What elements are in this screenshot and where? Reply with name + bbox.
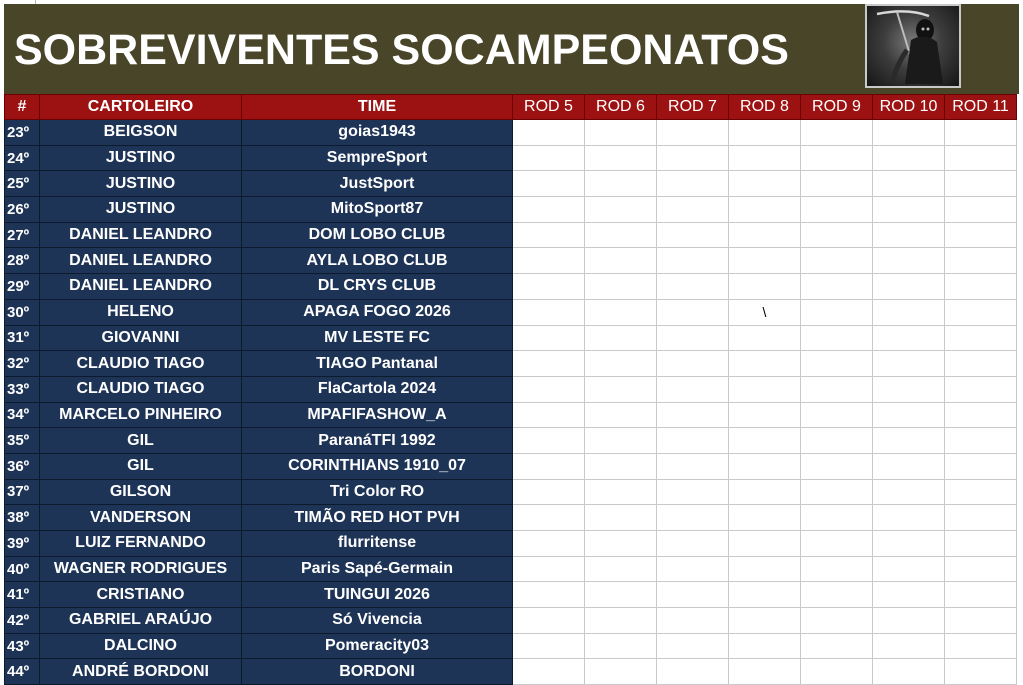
round-cell[interactable] (585, 608, 657, 634)
round-cell[interactable] (729, 479, 801, 505)
row-cartoleiro[interactable]: JUSTINO (40, 197, 242, 223)
round-cell[interactable] (657, 633, 729, 659)
round-cell[interactable] (945, 325, 1017, 351)
table-row (5, 376, 1017, 402)
table-row (5, 453, 1017, 479)
round-cell[interactable] (801, 299, 873, 325)
round-cell[interactable] (729, 556, 801, 582)
header-rod-7[interactable]: ROD 7 (657, 95, 729, 120)
round-cell[interactable] (801, 120, 873, 146)
round-cell[interactable] (873, 351, 945, 377)
round-cell[interactable] (657, 659, 729, 685)
round-cell[interactable] (801, 608, 873, 634)
round-cell[interactable] (513, 453, 585, 479)
round-cell[interactable] (873, 633, 945, 659)
round-cell[interactable] (657, 531, 729, 557)
table-row (5, 274, 1017, 300)
round-cell[interactable] (513, 197, 585, 223)
round-cell[interactable] (873, 376, 945, 402)
table-row (5, 351, 1017, 377)
round-cell[interactable] (585, 479, 657, 505)
table-body (5, 120, 1017, 685)
round-cell[interactable] (945, 171, 1017, 197)
row-cartoleiro[interactable]: MARCELO PINHEIRO (40, 402, 242, 428)
round-cell[interactable] (513, 145, 585, 171)
round-cell[interactable] (657, 402, 729, 428)
row-cartoleiro[interactable]: CLAUDIO TIAGO (40, 351, 242, 377)
round-cell[interactable] (657, 120, 729, 146)
round-cell[interactable] (945, 351, 1017, 377)
round-cell[interactable] (657, 428, 729, 454)
round-cell[interactable] (873, 248, 945, 274)
row-position[interactable]: 33º (5, 376, 40, 402)
round-cell[interactable] (585, 428, 657, 454)
round-cell[interactable] (873, 197, 945, 223)
round-cell[interactable] (801, 171, 873, 197)
row-cartoleiro[interactable]: GIOVANNI (40, 325, 242, 351)
grim-reaper-image (865, 4, 961, 88)
round-cell[interactable] (513, 608, 585, 634)
table-row (5, 325, 1017, 351)
table-row (5, 608, 1017, 634)
ranking-table (4, 94, 1017, 685)
round-cell[interactable] (513, 351, 585, 377)
row-position[interactable]: 40º (5, 556, 40, 582)
round-cell[interactable] (657, 145, 729, 171)
round-cell[interactable] (729, 222, 801, 248)
round-cell[interactable] (513, 556, 585, 582)
row-position[interactable]: 32º (5, 351, 40, 377)
round-cell[interactable] (657, 274, 729, 300)
round-cell[interactable] (945, 120, 1017, 146)
row-position[interactable]: 28º (5, 248, 40, 274)
round-cell[interactable] (945, 633, 1017, 659)
round-cell[interactable] (513, 402, 585, 428)
round-cell[interactable] (873, 325, 945, 351)
round-cell[interactable] (729, 402, 801, 428)
table-row (5, 428, 1017, 454)
round-cell[interactable] (729, 274, 801, 300)
round-cell[interactable] (729, 582, 801, 608)
round-cell[interactable] (513, 299, 585, 325)
row-cartoleiro[interactable]: GIL (40, 428, 242, 454)
round-cell[interactable] (657, 171, 729, 197)
round-cell[interactable] (873, 479, 945, 505)
round-cell[interactable] (945, 428, 1017, 454)
grim-reaper-icon (867, 6, 959, 86)
row-cartoleiro[interactable]: VANDERSON (40, 505, 242, 531)
row-time[interactable]: MV LESTE FC (242, 325, 513, 351)
round-cell[interactable] (585, 222, 657, 248)
row-position[interactable]: 29º (5, 274, 40, 300)
round-cell[interactable] (513, 325, 585, 351)
row-position[interactable]: 35º (5, 428, 40, 454)
row-position[interactable]: 25º (5, 171, 40, 197)
row-position[interactable]: 23º (5, 120, 40, 146)
table-row (5, 582, 1017, 608)
round-cell[interactable] (513, 171, 585, 197)
round-cell[interactable] (801, 274, 873, 300)
round-cell[interactable] (945, 274, 1017, 300)
round-cell[interactable] (801, 351, 873, 377)
row-cartoleiro[interactable]: GIL (40, 453, 242, 479)
round-cell[interactable] (585, 633, 657, 659)
row-time[interactable]: AYLA LOBO CLUB (242, 248, 513, 274)
round-cell[interactable] (945, 402, 1017, 428)
round-cell[interactable] (585, 531, 657, 557)
round-cell[interactable] (801, 556, 873, 582)
round-cell[interactable] (801, 633, 873, 659)
round-cell[interactable] (657, 222, 729, 248)
row-cartoleiro[interactable]: JUSTINO (40, 145, 242, 171)
round-cell[interactable] (513, 248, 585, 274)
round-cell[interactable] (657, 197, 729, 223)
row-cartoleiro[interactable]: JUSTINO (40, 171, 242, 197)
table-row (5, 479, 1017, 505)
round-cell[interactable] (657, 299, 729, 325)
round-cell[interactable] (729, 197, 801, 223)
row-time[interactable]: Só Vivencia (242, 608, 513, 634)
row-position[interactable]: 43º (5, 633, 40, 659)
header-row (5, 95, 1017, 120)
row-time[interactable]: ParanáTFI 1992 (242, 428, 513, 454)
row-cartoleiro[interactable]: DALCINO (40, 633, 242, 659)
round-cell[interactable] (729, 325, 801, 351)
round-cell[interactable] (873, 659, 945, 685)
row-time[interactable]: flurritense (242, 531, 513, 557)
header-cartoleiro[interactable]: CARTOLEIRO (40, 95, 242, 120)
round-cell[interactable] (513, 531, 585, 557)
round-cell[interactable] (585, 453, 657, 479)
round-cell[interactable] (801, 505, 873, 531)
round-cell[interactable] (657, 556, 729, 582)
row-cartoleiro[interactable]: CLAUDIO TIAGO (40, 376, 242, 402)
round-cell[interactable] (657, 505, 729, 531)
round-cell[interactable] (801, 197, 873, 223)
round-cell[interactable] (873, 453, 945, 479)
round-cell[interactable] (729, 453, 801, 479)
round-cell[interactable] (801, 248, 873, 274)
row-time[interactable]: TUINGUI 2026 (242, 582, 513, 608)
round-cell[interactable] (513, 479, 585, 505)
round-cell[interactable] (729, 633, 801, 659)
row-cartoleiro[interactable]: DANIEL LEANDRO (40, 222, 242, 248)
round-cell[interactable] (945, 299, 1017, 325)
row-position[interactable]: 34º (5, 402, 40, 428)
round-cell[interactable] (873, 145, 945, 171)
round-cell[interactable] (873, 222, 945, 248)
table-row (5, 145, 1017, 171)
header-rod-10[interactable]: ROD 10 (873, 95, 945, 120)
row-time[interactable]: Tri Color RO (242, 479, 513, 505)
round-cell[interactable] (945, 197, 1017, 223)
table-row (5, 556, 1017, 582)
page-title: SOBREVIVENTES SOCAMPEONATOS (14, 26, 789, 74)
row-cartoleiro[interactable]: DANIEL LEANDRO (40, 274, 242, 300)
round-cell[interactable] (657, 608, 729, 634)
round-cell[interactable] (945, 479, 1017, 505)
table-row (5, 120, 1017, 146)
row-cartoleiro[interactable]: GILSON (40, 479, 242, 505)
header-rod-11[interactable]: ROD 11 (945, 95, 1017, 120)
round-cell[interactable] (513, 505, 585, 531)
round-cell[interactable] (585, 505, 657, 531)
row-time[interactable]: DOM LOBO CLUB (242, 222, 513, 248)
table-row (5, 505, 1017, 531)
round-cell[interactable] (801, 145, 873, 171)
header-rod-9[interactable]: ROD 9 (801, 95, 873, 120)
row-position[interactable]: 38º (5, 505, 40, 531)
round-cell[interactable] (729, 145, 801, 171)
row-cartoleiro[interactable]: LUIZ FERNANDO (40, 531, 242, 557)
round-cell[interactable] (585, 299, 657, 325)
row-time[interactable]: goias1943 (242, 120, 513, 146)
row-time[interactable]: JustSport (242, 171, 513, 197)
row-time[interactable]: APAGA FOGO 2026 (242, 299, 513, 325)
round-cell[interactable] (513, 659, 585, 685)
round-cell[interactable] (873, 505, 945, 531)
row-cartoleiro[interactable]: WAGNER RODRIGUES (40, 556, 242, 582)
round-cell[interactable] (513, 120, 585, 146)
header-pos[interactable]: # (5, 95, 40, 120)
round-cell[interactable] (585, 351, 657, 377)
round-cell[interactable] (801, 531, 873, 557)
round-cell[interactable] (585, 248, 657, 274)
row-position[interactable]: 31º (5, 325, 40, 351)
round-cell[interactable] (729, 351, 801, 377)
round-cell[interactable] (729, 248, 801, 274)
round-cell[interactable] (801, 659, 873, 685)
row-position[interactable]: 26º (5, 197, 40, 223)
round-cell[interactable]: \ (729, 299, 801, 325)
row-time[interactable]: MitoSport87 (242, 197, 513, 223)
row-time[interactable]: Pomeracity03 (242, 633, 513, 659)
round-cell[interactable] (945, 659, 1017, 685)
round-cell[interactable] (801, 453, 873, 479)
round-cell[interactable] (729, 120, 801, 146)
round-cell[interactable] (585, 556, 657, 582)
round-cell[interactable] (873, 428, 945, 454)
round-cell[interactable] (729, 171, 801, 197)
table-row (5, 659, 1017, 685)
round-cell[interactable] (945, 531, 1017, 557)
round-cell[interactable] (729, 428, 801, 454)
round-cell[interactable] (873, 556, 945, 582)
row-position[interactable]: 41º (5, 582, 40, 608)
round-cell[interactable] (729, 608, 801, 634)
header-time[interactable]: TIME (242, 95, 513, 120)
round-cell[interactable] (873, 531, 945, 557)
row-cartoleiro[interactable]: HELENO (40, 299, 242, 325)
table-row (5, 402, 1017, 428)
round-cell[interactable] (945, 145, 1017, 171)
round-cell[interactable] (657, 376, 729, 402)
table-row (5, 299, 1017, 325)
row-cartoleiro[interactable]: BEIGSON (40, 120, 242, 146)
round-cell[interactable] (729, 531, 801, 557)
row-time[interactable]: SempreSport (242, 145, 513, 171)
round-cell[interactable] (801, 582, 873, 608)
round-cell[interactable] (513, 376, 585, 402)
row-position[interactable]: 24º (5, 145, 40, 171)
round-cell[interactable] (513, 222, 585, 248)
row-position[interactable]: 39º (5, 531, 40, 557)
row-position[interactable]: 44º (5, 659, 40, 685)
round-cell[interactable] (945, 222, 1017, 248)
round-cell[interactable] (585, 197, 657, 223)
row-position[interactable]: 36º (5, 453, 40, 479)
header-rod-5[interactable]: ROD 5 (513, 95, 585, 120)
header-rod-6[interactable]: ROD 6 (585, 95, 657, 120)
round-cell[interactable] (657, 479, 729, 505)
round-cell[interactable] (657, 582, 729, 608)
round-cell[interactable] (801, 325, 873, 351)
round-cell[interactable] (513, 582, 585, 608)
round-cell[interactable] (585, 582, 657, 608)
round-cell[interactable] (513, 633, 585, 659)
row-time[interactable]: DL CRYS CLUB (242, 274, 513, 300)
row-time[interactable]: FlaCartola 2024 (242, 376, 513, 402)
round-cell[interactable] (585, 171, 657, 197)
row-time[interactable]: CORINTHIANS 1910_07 (242, 453, 513, 479)
row-cartoleiro[interactable]: GABRIEL ARAÚJO (40, 608, 242, 634)
round-cell[interactable] (873, 299, 945, 325)
round-cell[interactable] (585, 659, 657, 685)
round-cell[interactable] (945, 376, 1017, 402)
round-cell[interactable] (945, 248, 1017, 274)
row-cartoleiro[interactable]: CRISTIANO (40, 582, 242, 608)
row-time[interactable]: BORDONI (242, 659, 513, 685)
round-cell[interactable] (657, 351, 729, 377)
row-time[interactable]: MPAFIFASHOW_A (242, 402, 513, 428)
row-cartoleiro[interactable]: ANDRÉ BORDONI (40, 659, 242, 685)
round-cell[interactable] (873, 582, 945, 608)
round-cell[interactable] (729, 505, 801, 531)
table-row (5, 171, 1017, 197)
table-row (5, 248, 1017, 274)
round-cell[interactable] (585, 145, 657, 171)
round-cell[interactable] (585, 274, 657, 300)
round-cell[interactable] (945, 453, 1017, 479)
round-cell[interactable] (657, 325, 729, 351)
round-cell[interactable] (945, 582, 1017, 608)
round-cell[interactable] (585, 376, 657, 402)
round-cell[interactable] (585, 402, 657, 428)
table-row (5, 633, 1017, 659)
round-cell[interactable] (801, 222, 873, 248)
round-cell[interactable] (513, 274, 585, 300)
round-cell[interactable] (801, 402, 873, 428)
round-cell[interactable] (585, 325, 657, 351)
round-cell[interactable] (945, 505, 1017, 531)
round-cell[interactable] (729, 376, 801, 402)
row-position[interactable]: 30º (5, 299, 40, 325)
round-cell[interactable] (585, 120, 657, 146)
table-row (5, 222, 1017, 248)
row-position[interactable]: 27º (5, 222, 40, 248)
round-cell[interactable] (801, 479, 873, 505)
header-rod-8[interactable]: ROD 8 (729, 95, 801, 120)
row-time[interactable]: TIMÃO RED HOT PVH (242, 505, 513, 531)
round-cell[interactable] (729, 659, 801, 685)
round-cell[interactable] (873, 402, 945, 428)
round-cell[interactable] (945, 608, 1017, 634)
round-cell[interactable] (801, 428, 873, 454)
round-cell[interactable] (657, 248, 729, 274)
table-row (5, 531, 1017, 557)
round-cell[interactable] (513, 428, 585, 454)
round-cell[interactable] (801, 376, 873, 402)
row-position[interactable]: 42º (5, 608, 40, 634)
round-cell[interactable] (873, 274, 945, 300)
round-cell[interactable] (873, 171, 945, 197)
table-row (5, 197, 1017, 223)
row-position[interactable]: 37º (5, 479, 40, 505)
row-time[interactable]: Paris Sapé-Germain (242, 556, 513, 582)
round-cell[interactable] (873, 120, 945, 146)
row-time[interactable]: TIAGO Pantanal (242, 351, 513, 377)
row-cartoleiro[interactable]: DANIEL LEANDRO (40, 248, 242, 274)
round-cell[interactable] (873, 608, 945, 634)
round-cell[interactable] (945, 556, 1017, 582)
round-cell[interactable] (657, 453, 729, 479)
